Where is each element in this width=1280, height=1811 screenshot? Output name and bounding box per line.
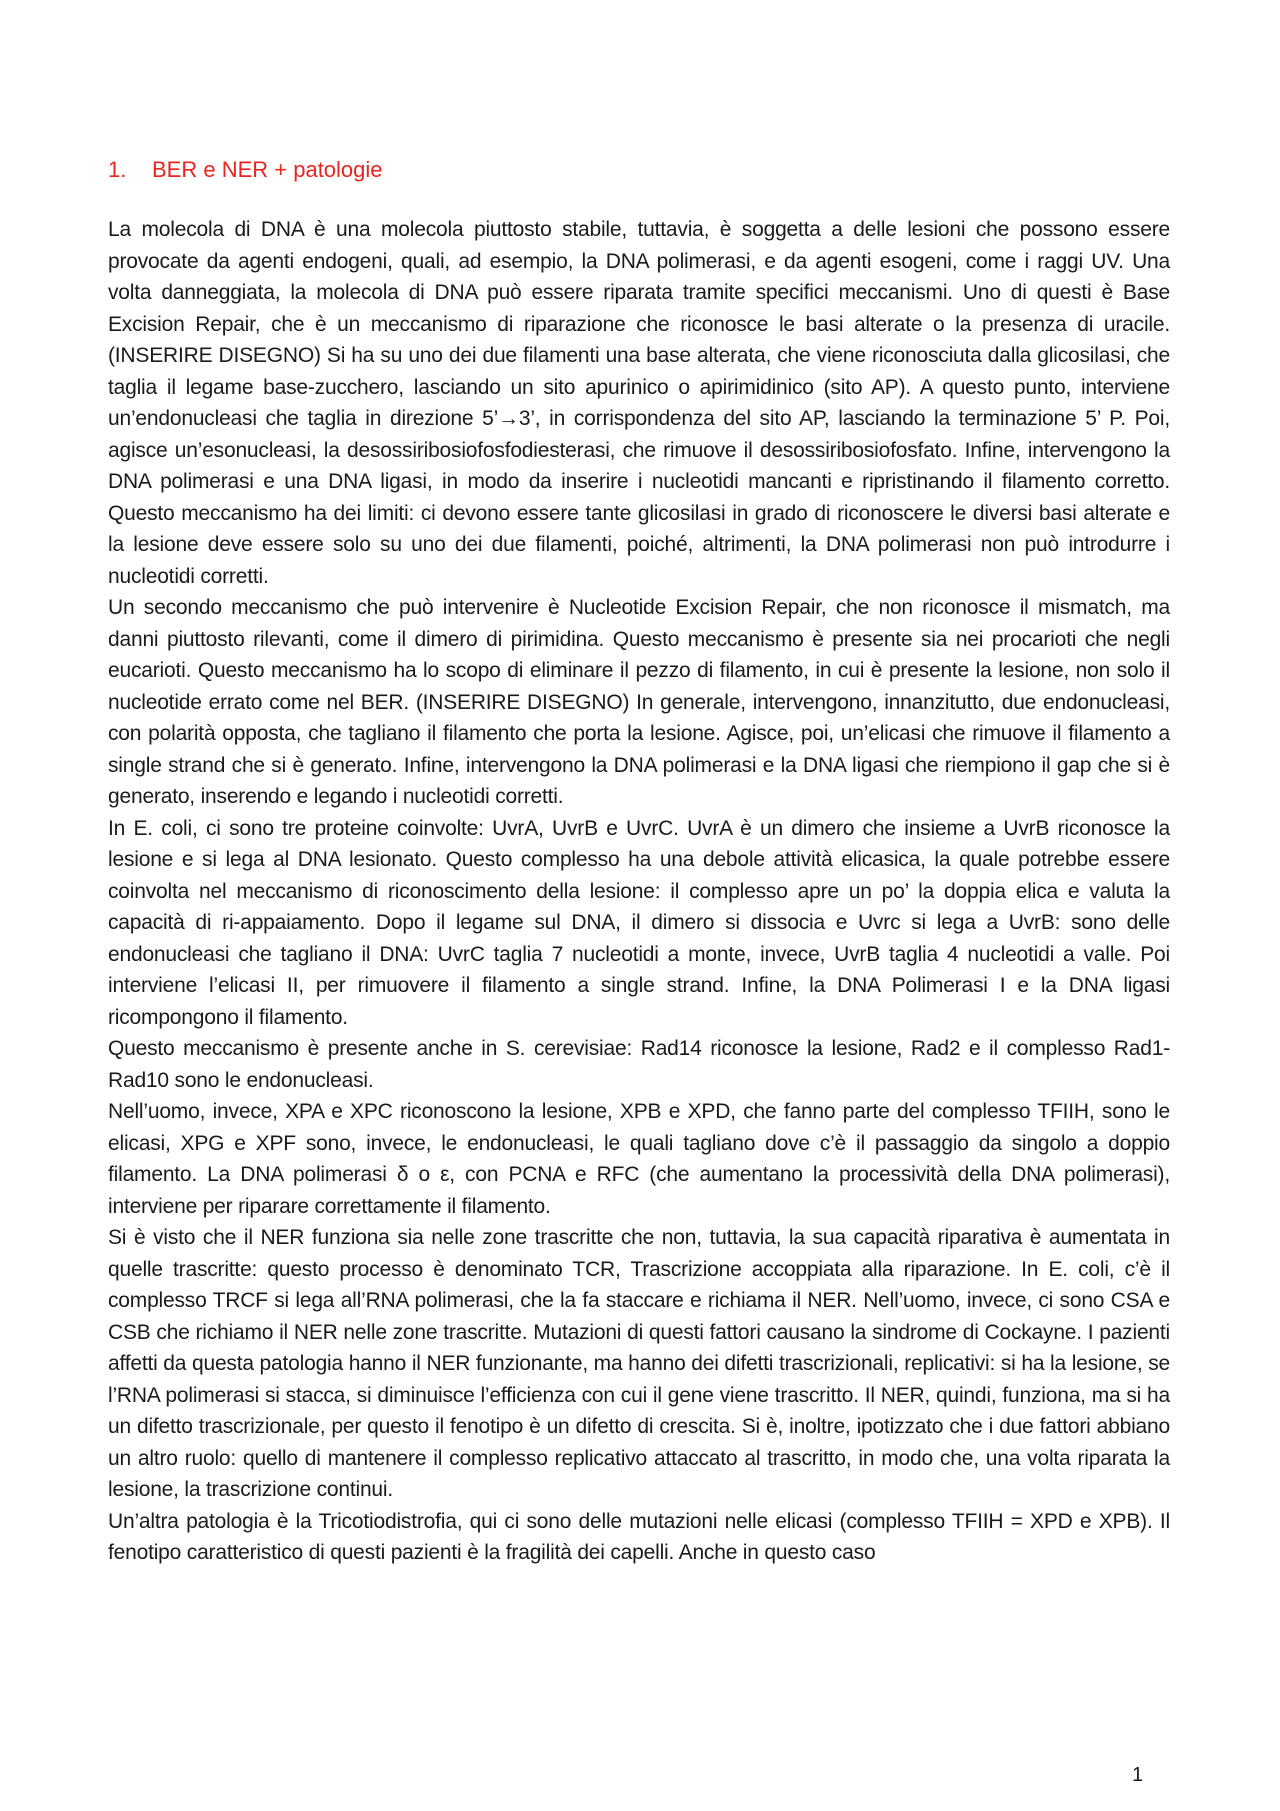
paragraph: La molecola di DNA è una molecola piuttosto stabile, tuttavia, è soggetta a delle lesioni che possono essere provocate da agenti endogeni, quali, ad esempio, la DNA polimerasi, e da agenti esogeni, come i raggi UV. Una volta danneggiata, la molecola di DNA può essere riparata tramite specifici meccanismi. Uno di questi è Base Excision Repair, che è un meccanismo di riparazione che riconosce le basi alterate o la presenza di uracile. (INSERIRE DISEGNO) Si ha su uno dei due filamenti una base alterata, che viene riconosciuta dalla glicosilasi, che taglia il legame base-zucchero, lasciando un sito apurinico o apirimidinico (sito AP). A questo punto, interviene un’endonucleasi che taglia in direzione 5’→3’, in corrispondenza del sito AP, lasciando la terminazione 5’ P. Poi, agisce un’esonucleasi, la desossiribosiofosfodiesterasi, che rimuove il desossiribosiofosfato. Infine, intervengono la DNA polimerasi e una DNA ligasi, in modo da inserire i nucleotidi mancanti e ripristinando il filamento corretto. Questo meccanismo ha dei limiti: ci devono essere tante glicosilasi in grado di riconoscere le diversi basi alterate e la lesione deve essere solo su uno dei due filamenti, poiché, altrimenti, la DNA polimerasi non può introdurre i nucleotidi corretti. xyxy=(108,218,1170,588)
paragraph: Nell’uomo, invece, XPA e XPC riconoscono la lesione, XPB e XPD, che fanno parte del complesso TFIIH, sono le elicasi, XPG e XPF sono, invece, le endonucleasi, le quali tagliano dove c’è il passaggio da singolo a doppio filamento. La DNA polimerasi δ o ε, con PCNA e RFC (che aumentano la processività della DNA polimerasi), interviene per riparare correttamente il filamento. xyxy=(108,1100,1170,1218)
paragraph: Si è visto che il NER funziona sia nelle zone trascritte che non, tuttavia, la sua capacità riparativa è aumentata in quelle trascritte: questo processo è denominato TCR, Trascrizione accoppiata alla riparazione. In E. coli, c’è il complesso TRCF si lega all’RNA polimerasi, che la fa staccare e richiama il NER. Nell’uomo, invece, ci sono CSA e CSB che richiamo il NER nelle zone trascritte. Mutazioni di questi fattori causano la sindrome di Cockayne. I pazienti affetti da questa patologia hanno il NER funzionante, ma hanno dei difetti trascrizionali, replicativi: si ha la lesione, se l’RNA polimerasi si stacca, si diminuisce l’efficienza con cui il gene viene trascritto. Il NER, quindi, funziona, ma si ha un difetto trascrizionale, per questo il fenotipo è un difetto di crescita. Si è, inoltre, ipotizzato che i due fattori abbiano un altro ruolo: quello di mantenere il complesso replicativo attaccato al trascritto, in modo che, una volta riparata la lesione, la trascrizione continui. xyxy=(108,1226,1170,1501)
page-number: 1 xyxy=(1132,1764,1144,1786)
section-title: BER e NER + patologie xyxy=(152,157,383,182)
section-heading xyxy=(108,155,383,185)
paragraph: Un’altra patologia è la Tricotiodistrofia, qui ci sono delle mutazioni nelle elicasi (complesso TFIIH = XPD e XPB). Il fenotipo caratteristico di questi pazienti è la fragilità dei capelli. Anche in questo caso xyxy=(108,1509,1170,1564)
body-text xyxy=(108,214,1170,1569)
paragraph: In E. coli, ci sono tre proteine coinvolte: UvrA, UvrB e UvrC. UvrA è un dimero che insieme a UvrB riconosce la lesione e si lega al DNA lesionato. Questo complesso ha una debole attività elicasica, la quale potrebbe essere coinvolta nel meccanismo di riconoscimento della lesione: il complesso apre un po’ la doppia elica e valuta la capacità di ri-appaiamento. Dopo il legame sul DNA, il dimero si dissocia e Uvrc si lega a UvrB: sono delle endonucleasi che tagliano il DNA: UvrC taglia 7 nucleotidi a monte, invece, UvrB taglia 4 nucleotidi a valle. Poi interviene l’elicasi II, per rimuovere il filamento a single strand. Infine, la DNA Polimerasi I e la DNA ligasi ricompongono il filamento. xyxy=(108,816,1170,1029)
section-number: 1. xyxy=(108,157,127,182)
paragraph: Questo meccanismo è presente anche in S. cerevisiae: Rad14 riconosce la lesione, Rad2 e il complesso Rad1-Rad10 sono le endonucleasi. xyxy=(108,1037,1170,1092)
paragraph: Un secondo meccanismo che può intervenire è Nucleotide Excision Repair, che non riconosce il mismatch, ma danni piuttosto rilevanti, come il dimero di pirimidina. Questo meccanismo è presente sia nei procarioti che negli eucarioti. Questo meccanismo ha lo scopo di eliminare il pezzo di filamento, in cui è presente la lesione, non solo il nucleotide errato come nel BER. (INSERIRE DISEGNO) In generale, intervengono, innanzitutto, due endonucleasi, con polarità opposta, che tagliano il filamento che porta la lesione. Agisce, poi, un’elicasi che rimuove il filamento a single strand che si è generato. Infine, intervengono la DNA polimerasi e la DNA ligasi che riempiono il gap che si è generato, inserendo e legando i nucleotidi corretti. xyxy=(108,596,1170,808)
